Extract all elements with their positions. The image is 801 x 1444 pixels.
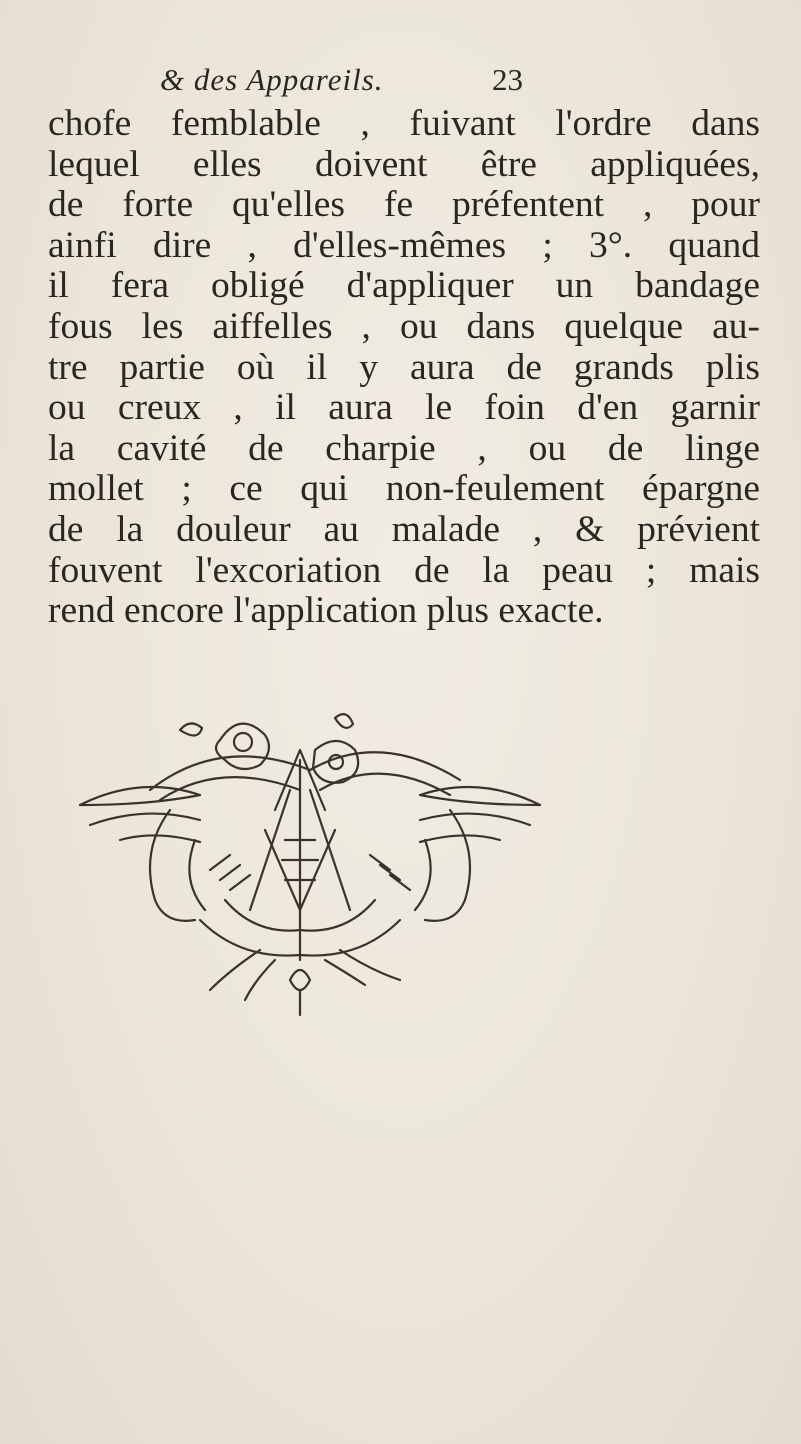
text-line: lequel elles doivent être appliquées, [48,143,760,185]
text-line: de la douleur au malade , & prévient [48,508,760,550]
text-line: la cavité de charpie , ou de linge [48,427,760,469]
text-line: tre partie où il y aura de grands plis [48,346,760,388]
text-line: rend encore l'application plus exacte. [48,590,604,632]
running-title: & des Appareils. [160,62,384,97]
text-line: ainfi dire , d'elles-mêmes ; 3°. quand [48,224,760,266]
text-line: ou creux , il aura le foin d'en garnir [48,387,760,429]
body-paragraph [48,104,760,632]
text-line: fouvent l'excoriation de la peau ; mais [48,549,760,591]
floral-vignette-icon [60,690,560,1020]
text-line: mollet ; ce qui non-feulement épargne [48,468,760,510]
page-number: 23 [492,62,523,97]
text-line: de forte qu'elles fe préfentent , pour [48,184,760,226]
text-line: fous les aiffelles , ou dans quelque au- [48,305,760,347]
text-line: il fera obligé d'appliquer un bandage [48,265,760,307]
page-header [160,62,640,102]
text-line: chofe femblable , fuivant l'ordre dans [48,103,760,144]
